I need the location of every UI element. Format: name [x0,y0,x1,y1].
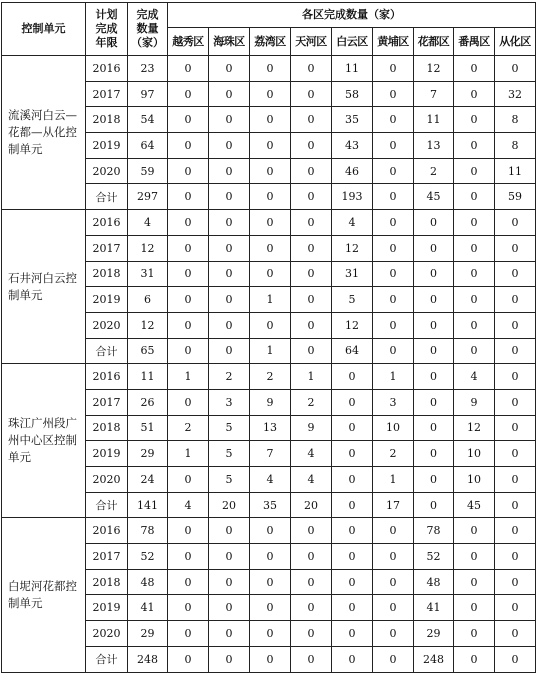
district-value-cell: 0 [250,518,291,544]
district-value-cell: 0 [168,158,209,184]
district-value-cell: 0 [209,595,250,621]
district-value-cell: 0 [454,621,495,647]
district-value-cell: 17 [373,492,414,518]
district-value-cell: 0 [168,261,209,287]
district-value-cell: 0 [495,415,536,441]
district-value-cell: 13 [250,415,291,441]
header-plan-year: 计划 完成 年限 [86,3,128,56]
year-cell: 2016 [86,518,128,544]
header-district: 越秀区 [168,28,209,56]
district-value-cell: 0 [454,595,495,621]
district-value-cell: 0 [454,287,495,313]
district-value-cell: 43 [332,133,373,159]
district-value-cell: 0 [495,544,536,570]
district-value-cell: 5 [209,441,250,467]
district-value-cell: 0 [495,312,536,338]
district-value-cell: 0 [168,544,209,570]
district-value-cell: 0 [332,492,373,518]
total-cell: 23 [128,56,168,82]
district-value-cell: 4 [291,467,332,493]
district-value-cell: 10 [373,415,414,441]
year-cell: 合计 [86,492,128,518]
district-value-cell: 0 [373,338,414,364]
district-value-cell: 0 [291,107,332,133]
total-cell: 65 [128,338,168,364]
district-value-cell: 0 [373,646,414,672]
district-value-cell: 0 [414,389,454,415]
district-value-cell: 0 [495,518,536,544]
header-district: 白云区 [332,28,373,56]
district-value-cell: 0 [454,338,495,364]
district-value-cell: 46 [332,158,373,184]
unit-name-cell: 流溪河白云—花都—从化控制单元 [2,56,86,210]
district-value-cell: 35 [250,492,291,518]
district-value-cell: 8 [495,133,536,159]
district-value-cell: 0 [250,81,291,107]
district-value-cell: 0 [495,364,536,390]
district-value-cell: 11 [332,56,373,82]
district-value-cell: 0 [250,133,291,159]
district-value-cell: 0 [168,107,209,133]
year-cell: 2017 [86,81,128,107]
district-value-cell: 13 [414,133,454,159]
district-value-cell: 0 [373,133,414,159]
district-value-cell: 0 [209,210,250,236]
district-value-cell: 5 [209,467,250,493]
year-cell: 2018 [86,569,128,595]
district-value-cell: 4 [454,364,495,390]
district-value-cell: 1 [373,364,414,390]
year-cell: 合计 [86,184,128,210]
district-value-cell: 0 [414,492,454,518]
district-value-cell: 52 [414,544,454,570]
district-value-cell: 48 [414,569,454,595]
district-value-cell: 0 [414,467,454,493]
district-value-cell: 0 [209,569,250,595]
year-cell: 2020 [86,312,128,338]
district-value-cell: 1 [250,338,291,364]
district-value-cell: 1 [250,287,291,313]
district-value-cell: 0 [495,595,536,621]
district-value-cell: 0 [414,338,454,364]
district-value-cell: 0 [414,312,454,338]
district-value-cell: 0 [332,467,373,493]
district-value-cell: 11 [495,158,536,184]
district-value-cell: 0 [332,389,373,415]
district-value-cell: 0 [291,158,332,184]
district-value-cell: 0 [495,646,536,672]
district-value-cell: 0 [291,81,332,107]
district-value-cell: 0 [168,210,209,236]
unit-name-cell: 石井河白云控制单元 [2,210,86,364]
district-value-cell: 7 [250,441,291,467]
district-value-cell: 0 [291,569,332,595]
total-cell: 12 [128,235,168,261]
district-value-cell: 0 [373,56,414,82]
district-value-cell: 0 [291,133,332,159]
district-value-cell: 0 [373,81,414,107]
district-value-cell: 0 [373,569,414,595]
district-value-cell: 0 [373,287,414,313]
year-cell: 2018 [86,107,128,133]
header-district: 荔湾区 [250,28,291,56]
district-value-cell: 8 [495,107,536,133]
district-value-cell: 0 [168,235,209,261]
district-value-cell: 1 [373,467,414,493]
district-value-cell: 9 [250,389,291,415]
district-value-cell: 0 [332,569,373,595]
district-value-cell: 0 [332,544,373,570]
year-cell: 2017 [86,544,128,570]
table-row [2,518,536,544]
district-value-cell: 2 [373,441,414,467]
district-value-cell: 0 [373,312,414,338]
district-value-cell: 4 [291,441,332,467]
total-cell: 24 [128,467,168,493]
district-value-cell: 5 [209,415,250,441]
district-value-cell: 0 [373,210,414,236]
district-value-cell: 0 [373,621,414,647]
district-value-cell: 0 [414,235,454,261]
district-value-cell: 0 [209,81,250,107]
year-cell: 2018 [86,415,128,441]
completion-table [1,2,536,673]
district-value-cell: 0 [209,261,250,287]
district-value-cell: 35 [332,107,373,133]
year-cell: 合计 [86,646,128,672]
district-value-cell: 9 [454,389,495,415]
district-value-cell: 0 [414,441,454,467]
total-cell: 78 [128,518,168,544]
district-value-cell: 0 [168,56,209,82]
district-value-cell: 0 [332,518,373,544]
district-value-cell: 0 [495,389,536,415]
district-value-cell: 0 [168,467,209,493]
district-value-cell: 0 [209,158,250,184]
district-value-cell: 4 [168,492,209,518]
district-value-cell: 0 [291,312,332,338]
year-cell: 2016 [86,56,128,82]
district-value-cell: 0 [332,646,373,672]
district-value-cell: 32 [495,81,536,107]
district-value-cell: 0 [168,184,209,210]
district-value-cell: 0 [250,107,291,133]
district-value-cell: 0 [209,184,250,210]
district-value-cell: 0 [454,210,495,236]
district-value-cell: 0 [168,81,209,107]
district-value-cell: 0 [454,107,495,133]
district-value-cell: 0 [209,338,250,364]
district-value-cell: 0 [454,56,495,82]
total-cell: 297 [128,184,168,210]
header-district: 天河区 [291,28,332,56]
district-value-cell: 0 [291,595,332,621]
year-cell: 2017 [86,389,128,415]
district-value-cell: 0 [454,261,495,287]
district-value-cell: 0 [250,646,291,672]
district-value-cell: 0 [168,646,209,672]
district-value-cell: 0 [332,595,373,621]
district-value-cell: 0 [209,56,250,82]
district-value-cell: 0 [373,158,414,184]
year-cell: 2019 [86,595,128,621]
district-value-cell: 58 [332,81,373,107]
district-value-cell: 41 [414,595,454,621]
district-value-cell: 0 [495,492,536,518]
district-value-cell: 193 [332,184,373,210]
district-value-cell: 0 [495,467,536,493]
total-cell: 41 [128,595,168,621]
district-value-cell: 20 [291,492,332,518]
district-value-cell: 1 [168,364,209,390]
district-value-cell: 0 [495,261,536,287]
district-value-cell: 0 [495,56,536,82]
year-cell: 合计 [86,338,128,364]
district-value-cell: 0 [454,184,495,210]
district-value-cell: 59 [495,184,536,210]
total-cell: 64 [128,133,168,159]
table-body [2,56,536,673]
total-cell: 6 [128,287,168,313]
total-cell: 12 [128,312,168,338]
district-value-cell: 0 [168,338,209,364]
district-value-cell: 0 [250,184,291,210]
district-value-cell: 0 [168,287,209,313]
district-value-cell: 0 [454,544,495,570]
district-value-cell: 0 [250,56,291,82]
district-value-cell: 12 [332,235,373,261]
year-cell: 2020 [86,467,128,493]
district-value-cell: 64 [332,338,373,364]
district-value-cell: 0 [332,621,373,647]
district-value-cell: 0 [414,415,454,441]
year-cell: 2017 [86,235,128,261]
district-value-cell: 248 [414,646,454,672]
district-value-cell: 0 [414,210,454,236]
district-value-cell: 0 [291,184,332,210]
district-value-cell: 20 [209,492,250,518]
table-row [2,210,536,236]
year-cell: 2019 [86,441,128,467]
district-value-cell: 0 [373,107,414,133]
unit-name-cell: 珠江广州段广州中心区控制单元 [2,364,86,518]
district-value-cell: 1 [168,441,209,467]
year-cell: 2020 [86,158,128,184]
district-value-cell: 2 [414,158,454,184]
total-cell: 59 [128,158,168,184]
total-cell: 26 [128,389,168,415]
district-value-cell: 0 [250,210,291,236]
district-value-cell: 0 [250,595,291,621]
total-cell: 11 [128,364,168,390]
district-value-cell: 10 [454,441,495,467]
district-value-cell: 11 [414,107,454,133]
district-value-cell: 0 [373,595,414,621]
district-value-cell: 0 [168,595,209,621]
year-cell: 2016 [86,364,128,390]
table-row [2,364,536,390]
district-value-cell: 0 [495,338,536,364]
district-value-cell: 0 [373,235,414,261]
district-value-cell: 0 [168,621,209,647]
district-value-cell: 45 [454,492,495,518]
total-cell: 52 [128,544,168,570]
district-value-cell: 0 [454,569,495,595]
district-value-cell: 2 [250,364,291,390]
district-value-cell: 0 [209,646,250,672]
district-value-cell: 0 [209,107,250,133]
district-value-cell: 0 [250,261,291,287]
district-value-cell: 0 [454,81,495,107]
district-value-cell: 3 [209,389,250,415]
header-total: 完成 数量 （家） [128,3,168,56]
district-value-cell: 29 [414,621,454,647]
header-district: 黄埔区 [373,28,414,56]
district-value-cell: 0 [414,364,454,390]
district-value-cell: 0 [414,287,454,313]
district-value-cell: 0 [373,518,414,544]
district-value-cell: 0 [291,287,332,313]
year-cell: 2018 [86,261,128,287]
year-cell: 2019 [86,133,128,159]
district-value-cell: 12 [454,415,495,441]
district-value-cell: 0 [291,338,332,364]
district-value-cell: 0 [495,621,536,647]
table-row [2,56,536,82]
district-value-cell: 0 [168,389,209,415]
district-value-cell: 0 [373,184,414,210]
district-value-cell: 12 [414,56,454,82]
total-cell: 97 [128,81,168,107]
year-cell: 2020 [86,621,128,647]
header-districts-group: 各区完成数量（家） [168,3,536,28]
district-value-cell: 0 [495,235,536,261]
district-value-cell: 0 [414,261,454,287]
district-value-cell: 0 [332,415,373,441]
district-value-cell: 0 [209,235,250,261]
district-value-cell: 0 [454,133,495,159]
total-cell: 54 [128,107,168,133]
total-cell: 4 [128,210,168,236]
header-district: 番禺区 [454,28,495,56]
district-value-cell: 0 [209,287,250,313]
total-cell: 29 [128,621,168,647]
district-value-cell: 12 [332,312,373,338]
district-value-cell: 10 [454,467,495,493]
district-value-cell: 9 [291,415,332,441]
district-value-cell: 0 [250,569,291,595]
district-value-cell: 78 [414,518,454,544]
district-value-cell: 1 [291,364,332,390]
district-value-cell: 0 [168,133,209,159]
district-value-cell: 4 [250,467,291,493]
district-value-cell: 45 [414,184,454,210]
district-value-cell: 0 [495,569,536,595]
district-value-cell: 0 [291,621,332,647]
district-value-cell: 0 [495,287,536,313]
district-value-cell: 0 [454,518,495,544]
district-value-cell: 2 [291,389,332,415]
district-value-cell: 0 [209,621,250,647]
district-value-cell: 0 [250,621,291,647]
district-value-cell: 0 [209,133,250,159]
district-value-cell: 2 [168,415,209,441]
district-value-cell: 0 [373,544,414,570]
header-unit: 控制单元 [2,3,86,56]
total-cell: 51 [128,415,168,441]
district-value-cell: 0 [209,518,250,544]
district-value-cell: 0 [454,158,495,184]
district-value-cell: 0 [250,544,291,570]
district-value-cell: 0 [291,210,332,236]
district-value-cell: 0 [291,646,332,672]
district-value-cell: 0 [495,441,536,467]
total-cell: 248 [128,646,168,672]
total-cell: 29 [128,441,168,467]
district-value-cell: 0 [291,56,332,82]
district-value-cell: 31 [332,261,373,287]
district-value-cell: 0 [454,312,495,338]
header-district: 从化区 [495,28,536,56]
district-value-cell: 0 [250,235,291,261]
district-value-cell: 5 [332,287,373,313]
header-district: 花都区 [414,28,454,56]
district-value-cell: 7 [414,81,454,107]
district-value-cell: 0 [291,518,332,544]
district-value-cell: 0 [332,441,373,467]
district-value-cell: 0 [168,569,209,595]
district-value-cell: 0 [373,261,414,287]
total-cell: 48 [128,569,168,595]
header-district: 海珠区 [209,28,250,56]
district-value-cell: 0 [332,364,373,390]
district-value-cell: 0 [209,312,250,338]
district-value-cell: 0 [209,544,250,570]
total-cell: 31 [128,261,168,287]
district-value-cell: 0 [495,210,536,236]
district-value-cell: 0 [168,312,209,338]
district-value-cell: 3 [373,389,414,415]
district-value-cell: 0 [250,312,291,338]
district-value-cell: 0 [291,544,332,570]
year-cell: 2019 [86,287,128,313]
district-value-cell: 0 [291,235,332,261]
district-value-cell: 0 [168,518,209,544]
district-value-cell: 0 [291,261,332,287]
total-cell: 141 [128,492,168,518]
year-cell: 2016 [86,210,128,236]
district-value-cell: 0 [250,158,291,184]
district-value-cell: 0 [454,646,495,672]
district-value-cell: 2 [209,364,250,390]
unit-name-cell: 白坭河花都控制单元 [2,518,86,672]
district-value-cell: 0 [454,235,495,261]
district-value-cell: 4 [332,210,373,236]
